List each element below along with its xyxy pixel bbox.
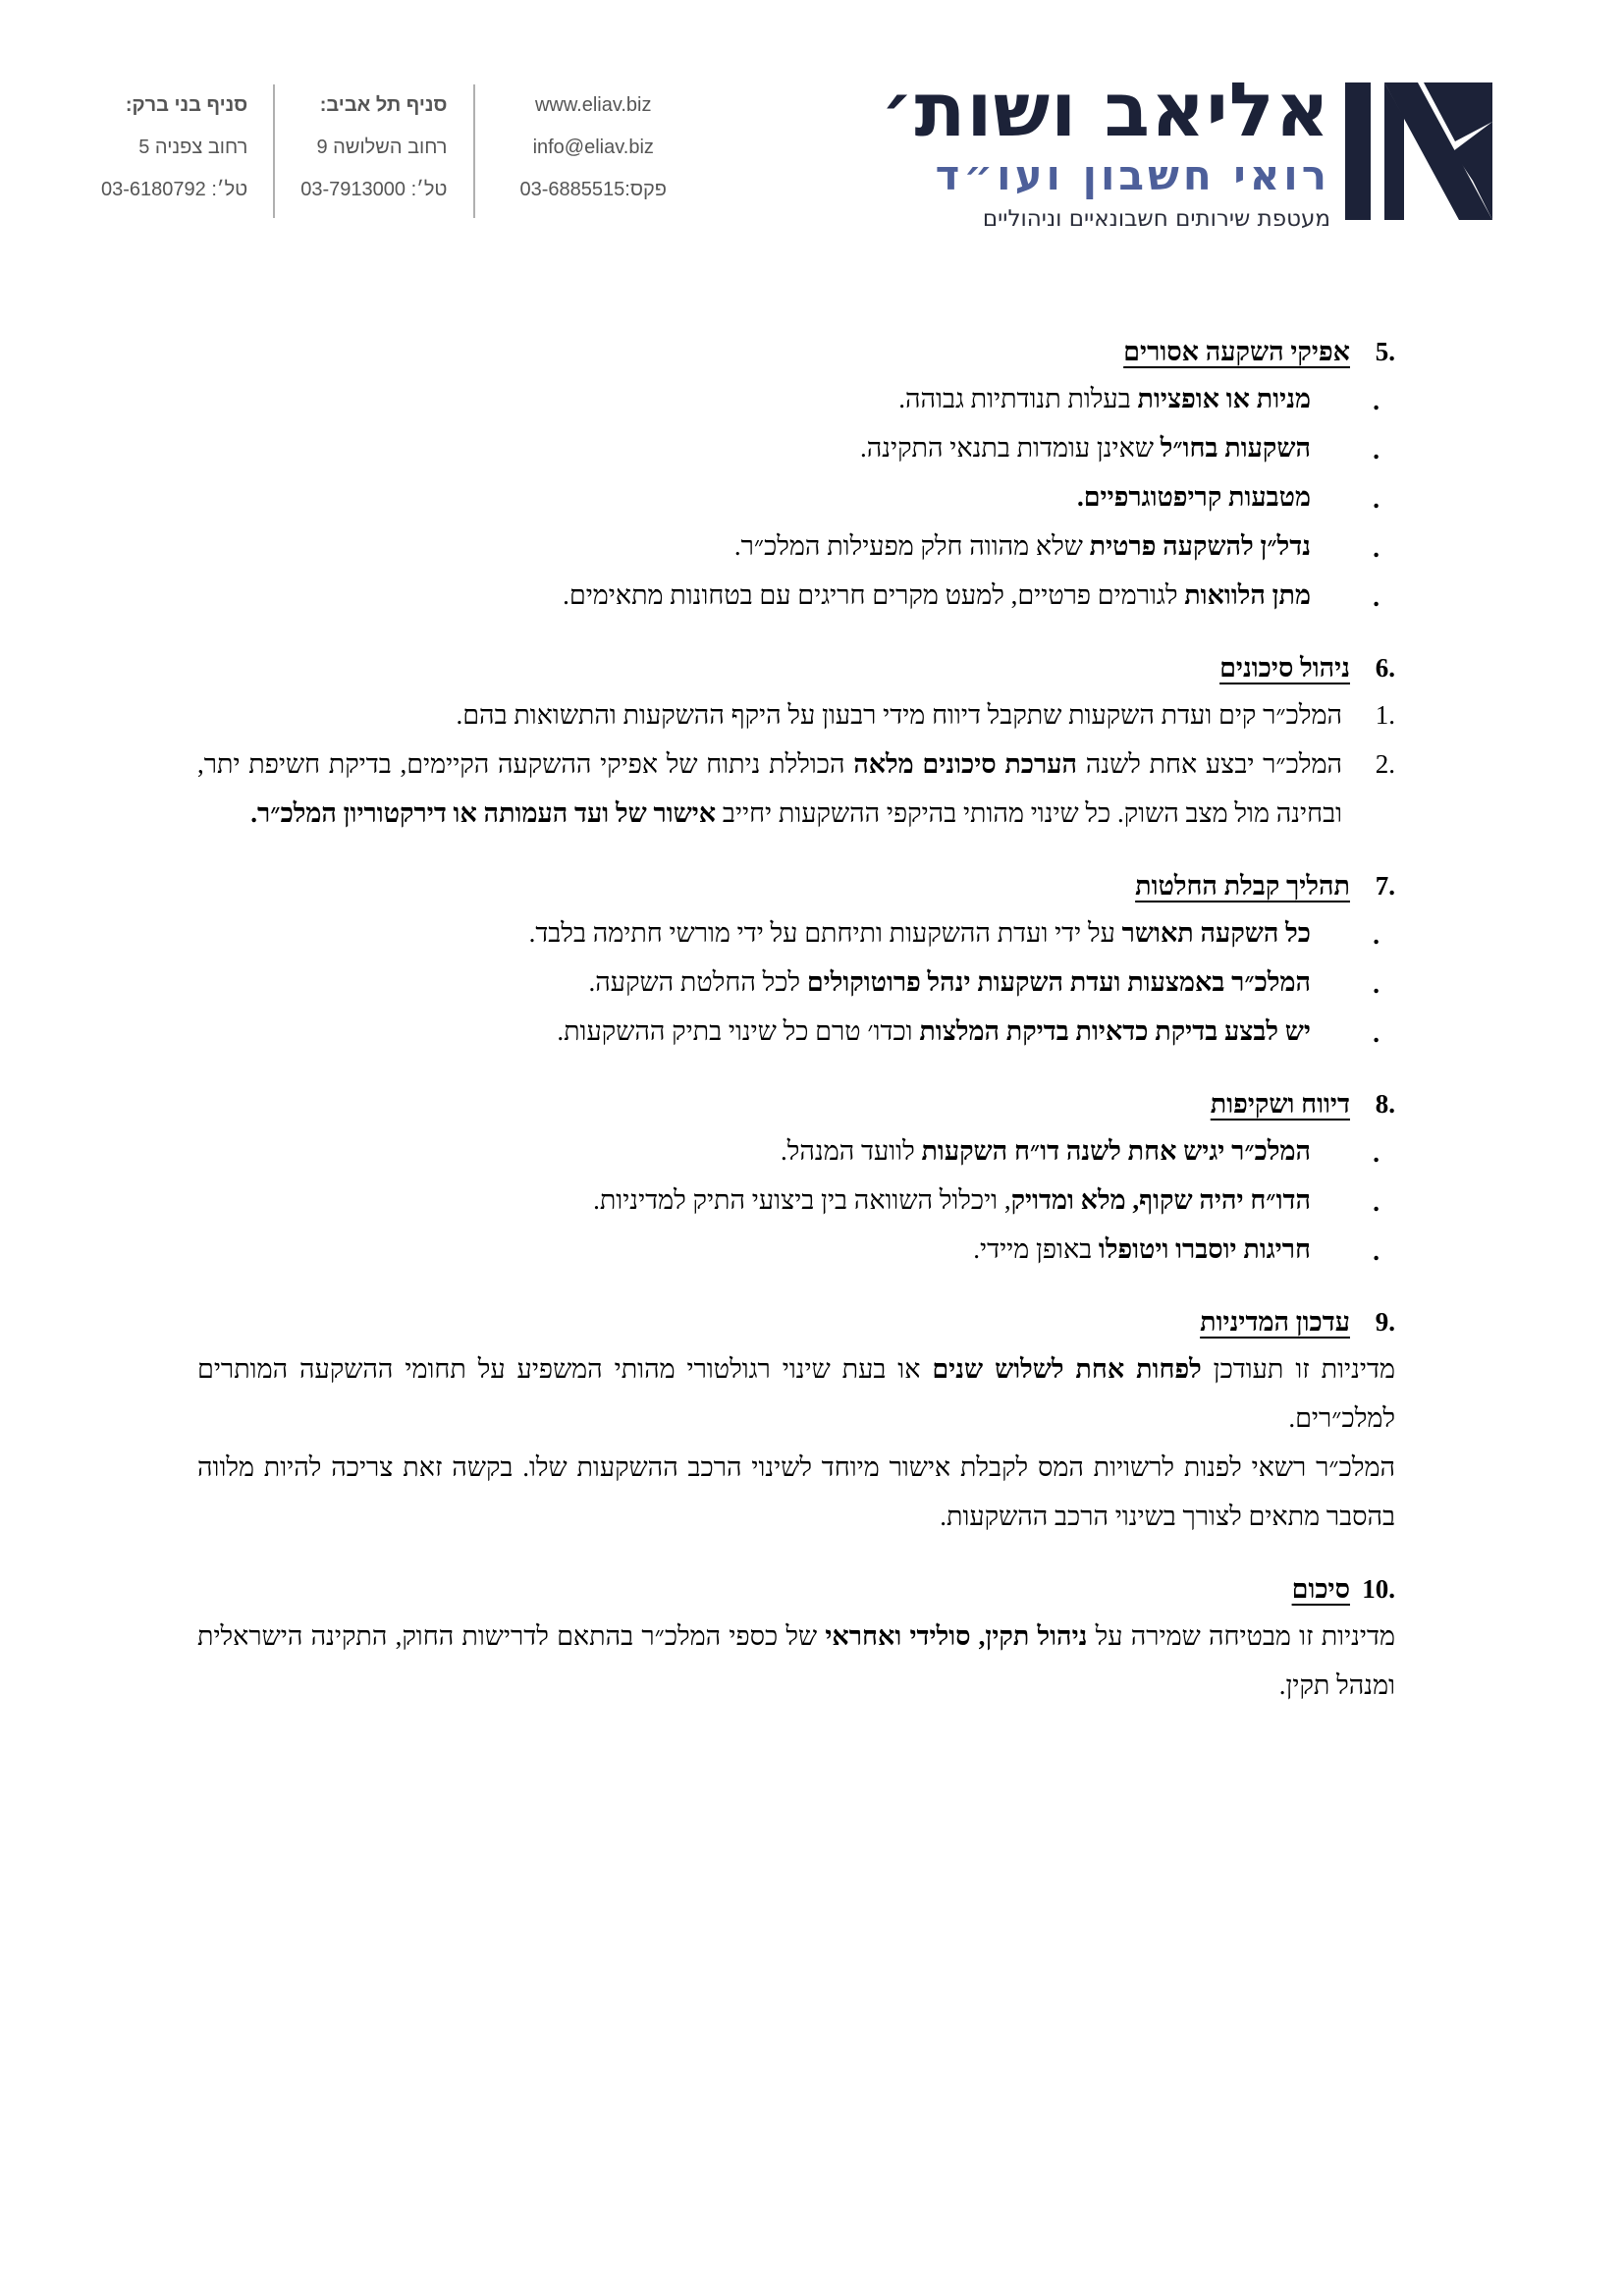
company-subtitle: רואי חשבון ועו״ד [935, 151, 1330, 199]
bold-term: מתן הלוואות [1184, 580, 1311, 610]
company-name: אליאב ושות׳ [880, 66, 1330, 153]
section-title: סיכום [1291, 1574, 1350, 1604]
list-item [197, 423, 1395, 472]
branch-phone: טל׳: 03-6180792 [101, 179, 248, 200]
list-item [197, 1225, 1395, 1274]
section-heading [197, 1299, 1395, 1344]
para-text: של כספי המלכ״ר בהתאם לדרישות החוק, התקינה הישראלית ומנהל תקין. [197, 1621, 1395, 1700]
item-text: באופן מיידי. [973, 1234, 1099, 1264]
numbered-item [197, 739, 1395, 838]
list-item [197, 908, 1395, 957]
section-heading [197, 863, 1395, 908]
item-number: 2. [1375, 749, 1395, 779]
section-number: 7. [1375, 871, 1395, 901]
list-item [197, 521, 1395, 571]
bold-term: לפחות אחת לשלוש שנים [932, 1354, 1202, 1384]
item-text: על ידי ועדת ההשקעות ותיחתם על ידי מורשי חתימה בלבד. [528, 918, 1122, 948]
bullet-list [197, 1126, 1395, 1274]
list-item [197, 472, 1395, 521]
para-text: או בעת שינוי רגולטורי מהותי המשפיע על תחומי ההשקעה המותרים למלכ״רים. [197, 1354, 1395, 1433]
section-title: עדכון המדיניות [1200, 1307, 1350, 1337]
list-item [197, 374, 1395, 423]
section-title: דיווח ושקיפות [1210, 1089, 1350, 1119]
item-number: 1. [1375, 700, 1395, 730]
logo-text [880, 66, 1330, 234]
bold-term: נדל״ן להשקעה פרטית [1089, 531, 1311, 561]
item-text: הכוללת ניתוח של אפיקי ההשקעה הקיימים, בדיקת חשיפת יתר, ובחינה מול מצב השוק. כל שינוי מהותי בהיקפי ההשקעות יחייב [197, 749, 1342, 828]
policy-document-body [197, 329, 1395, 1710]
para-text: המלכ״ר רשאי לפנות לרשויות המס לקבלת אישור מיוחד לשינוי הרכב ההשקעות שלו. בקשה זאת צריכה להיות מלווה בהסבר מתאים לצורך בשינוי הרכב ההשקעות. [197, 1452, 1395, 1531]
aleph-logo-icon [1345, 82, 1492, 220]
item-text: המלכ״ר יבצע אחת לשנה [1077, 749, 1343, 779]
bullet-list [197, 908, 1395, 1056]
bold-term: כל השקעה תאושר [1121, 918, 1311, 948]
para-text: מדיניות זו מבטיחה שמירה על [1087, 1621, 1396, 1651]
list-item [197, 571, 1395, 620]
section-heading [197, 329, 1395, 374]
section-title: אפיקי השקעה אסורים [1123, 337, 1350, 366]
section-heading [197, 645, 1395, 690]
section-6 [197, 645, 1395, 838]
tel-aviv-branch [273, 84, 472, 218]
section-9 [197, 1299, 1395, 1541]
section-number: 9. [1375, 1307, 1395, 1337]
bold-term: המלכ״ר באמצעות ועדת השקעות ינהל פרוטוקולים [806, 967, 1311, 997]
item-text: לגורמים פרטיים, למעט מקרים חריגים עם בטחונות מתאימים. [563, 580, 1185, 610]
company-tagline: מעטפת שירותים חשבונאיים וניהוליים [982, 206, 1330, 232]
section-5 [197, 329, 1395, 620]
paragraph [197, 1612, 1395, 1710]
bullet-list [197, 374, 1395, 620]
bold-term: השקעות בחו״ל [1160, 433, 1311, 463]
item-text: לכל החלטת השקעה. [588, 967, 807, 997]
section-number: 10. [1362, 1574, 1395, 1604]
branch-phone: טל׳: 03-7913000 [300, 179, 448, 200]
branch-address: רחוב השלושה 9 [316, 137, 448, 158]
item-text: לוועד המנהל. [781, 1136, 922, 1166]
letterhead [0, 0, 1623, 246]
website-link[interactable]: www.eliav.biz [534, 94, 652, 116]
branch-address: רחוב צפניה 5 [138, 137, 248, 158]
branch-title: סניף תל אביב: [319, 94, 448, 116]
para-text: מדיניות זו תעודכן [1201, 1354, 1395, 1384]
section-heading [197, 1566, 1395, 1612]
fax-number: פקס:03-6885515 [519, 179, 667, 200]
bold-term: חריגות יוסברו ויטופלו [1098, 1234, 1311, 1264]
paragraph [197, 1443, 1395, 1541]
list-item [197, 1126, 1395, 1175]
bold-term: יש לבצע בדיקת כדאיות בדיקת המלצות [919, 1016, 1311, 1046]
section-number: 5. [1375, 337, 1395, 366]
section-title: תהליך קבלת החלטות [1135, 871, 1350, 901]
bold-term: מניות או אופציות [1137, 384, 1311, 413]
section-number: 8. [1375, 1089, 1395, 1119]
list-item [197, 1007, 1395, 1056]
item-text: שאינן עומדות בתנאי התקינה. [859, 433, 1161, 463]
item-text: וכדו׳ טרם כל שינוי בתיק ההשקעות. [557, 1016, 920, 1046]
bold-term: אישור של ועד העמותה או דירקטוריון המלכ״ר. [250, 798, 717, 828]
section-10 [197, 1566, 1395, 1710]
item-text: המלכ״ר קים ועדת השקעות שתקבל דיווח מידי רבעון על היקף ההשקעות והתשואות בהם. [456, 700, 1342, 730]
bnei-brak-branch [93, 84, 273, 218]
item-text: בעלות תנודתיות גבוהה. [898, 384, 1138, 413]
list-item [197, 957, 1395, 1007]
paragraph [197, 1344, 1395, 1443]
contact-block [93, 84, 686, 218]
bold-term: הערכת סיכונים מלאה [853, 749, 1078, 779]
email-link[interactable]: info@eliav.biz [532, 137, 654, 158]
bold-term: הדו״ח יהיה שקוף, מלא ומדויק [1010, 1185, 1311, 1215]
section-7 [197, 863, 1395, 1056]
numbered-item [197, 690, 1395, 739]
bold-term: מטבעות קריפטוגרפיים. [1076, 482, 1311, 512]
section-heading [197, 1081, 1395, 1126]
section-title: ניהול סיכונים [1219, 653, 1350, 683]
web-contact [473, 84, 686, 218]
branch-title: סניף בני ברק: [125, 94, 248, 116]
section-8 [197, 1081, 1395, 1274]
list-item [197, 1175, 1395, 1225]
company-logo [880, 66, 1492, 232]
section-number: 6. [1375, 653, 1395, 683]
bold-term: ניהול תקין, סולידי ואחראי [825, 1621, 1088, 1651]
item-text: , ויכלול השוואה בין ביצועי התיק למדיניות. [593, 1185, 1011, 1215]
bold-term: המלכ״ר יגיש אחת לשנה דו״ח השקעות [921, 1136, 1311, 1166]
item-text: שלא מהווה חלק מפעילות המלכ״ר. [733, 531, 1090, 561]
